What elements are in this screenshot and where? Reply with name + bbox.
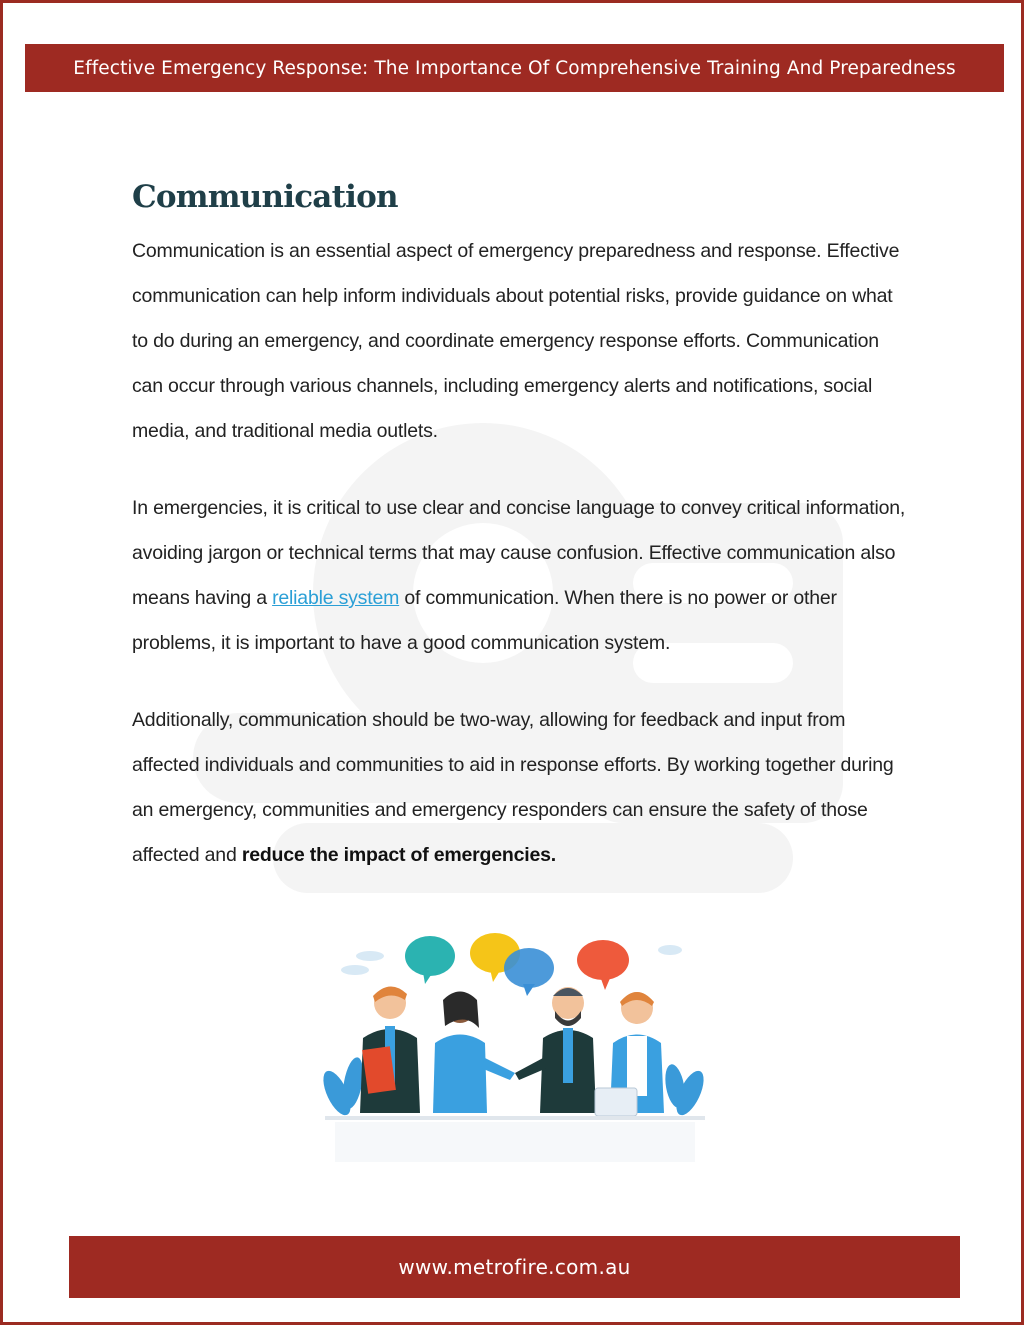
speech-bubbles <box>405 933 629 996</box>
main-content <box>132 175 912 910</box>
paragraph-3-text: Additionally, communication should be two-way, allowing for feedback and input from affected individuals and communities to aid in response efforts. By working together during an emergency, communities and emergency responders can ensure the safety of those affected and <box>132 709 894 866</box>
paragraph-3-bold-text: reduce the impact of emergencies. <box>241 844 556 866</box>
speech-bubble-icon <box>405 936 455 976</box>
person-icon <box>515 987 596 1113</box>
paragraph-1: Communication is an essential aspect of emergency preparedness and response. Effective communication can help inform individuals about potential risks, provide guidance on what to do during an emergency, and coordinate emergency response efforts. Communication can occur through various channels, including emergency alerts and notifications, social media, and traditional media outlets. <box>132 240 900 442</box>
team-communication-illustration <box>315 908 715 1168</box>
section-title: Communication <box>132 179 398 215</box>
speech-bubble-icon <box>504 948 554 988</box>
footer-url[interactable]: www.metrofire.com.au <box>398 1255 631 1279</box>
paragraph-2 <box>132 486 912 666</box>
header-title: Effective Emergency Response: The Importance Of Comprehensive Training And Preparedness <box>73 57 956 79</box>
speech-bubble-icon <box>577 940 629 980</box>
paragraph-2-text-before: In emergencies, it is critical to use clear and concise language to convey critical information, avoiding jargon or technical terms that may cause confusion. Effective communication also means having a <box>132 497 906 609</box>
person-icon <box>433 992 515 1114</box>
footer-band <box>69 1236 960 1298</box>
person-icon <box>360 986 420 1113</box>
header-band <box>25 44 1004 92</box>
paragraph-3 <box>132 698 912 878</box>
paragraph-2-text-after: of communication. When there is no power or other problems, it is important to have a good communication system. <box>132 587 837 654</box>
reliable-system-link[interactable]: reliable system <box>272 587 400 609</box>
person-icon <box>595 992 664 1116</box>
